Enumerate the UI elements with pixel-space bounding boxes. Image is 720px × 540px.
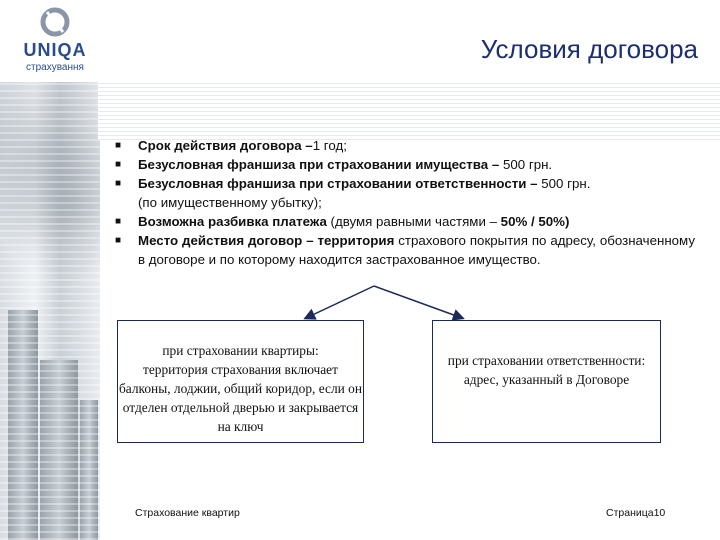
item-extra-text: (по имущественному убытку); bbox=[138, 195, 322, 210]
item-bold-text: Срок действия договора – bbox=[138, 138, 313, 153]
logo-name: UNIQA bbox=[23, 40, 87, 60]
item-bold-text: Безусловная франшиза при страховании имущества – bbox=[138, 157, 500, 172]
logo-subtitle: страхування bbox=[26, 62, 84, 73]
bullet-square-icon: ■ bbox=[115, 216, 122, 227]
item-bold-text: Место действия договор – территория bbox=[138, 233, 395, 248]
item-text: (двумя равными частями – bbox=[326, 214, 501, 229]
item-bold-text: Возможна разбивка платежа bbox=[138, 214, 327, 229]
liability-coverage-box bbox=[432, 320, 661, 443]
bullet-square-icon: ■ bbox=[115, 140, 122, 151]
bullet-square-icon: ■ bbox=[115, 235, 122, 246]
box-body: территория страхования включает балконы, лоджии, общий коридор, если он отделен отдельной дверью и закрывается на ключ bbox=[118, 362, 363, 434]
bullet-square-icon: ■ bbox=[115, 159, 122, 170]
bullet-square-icon: ■ bbox=[115, 178, 122, 189]
box-heading: при страховании квартиры: bbox=[162, 343, 319, 358]
item-text: 1 год; bbox=[312, 138, 347, 153]
box-body: адрес, указанный в Договоре bbox=[463, 372, 630, 387]
arrow-left bbox=[306, 286, 374, 318]
slide-title: Условия договора bbox=[480, 34, 698, 64]
page-number: Страница10 bbox=[606, 507, 666, 519]
item-text: 500 грн. bbox=[537, 176, 591, 191]
item-bold-text: 50% / 50%) bbox=[500, 214, 570, 229]
item-text: страхового покрытия по адресу, обозначенному в договоре и по которому находится застрахованное имущество. bbox=[138, 233, 695, 267]
box-heading: при страховании ответственности: bbox=[447, 353, 646, 368]
arrow-right bbox=[374, 286, 462, 318]
footer-title: Страхование квартир bbox=[135, 507, 240, 519]
item-text: 500 грн. bbox=[499, 157, 553, 172]
apartment-coverage-box bbox=[117, 320, 364, 443]
item-bold-text: Безусловная франшиза при страховании ответственности – bbox=[138, 176, 538, 191]
